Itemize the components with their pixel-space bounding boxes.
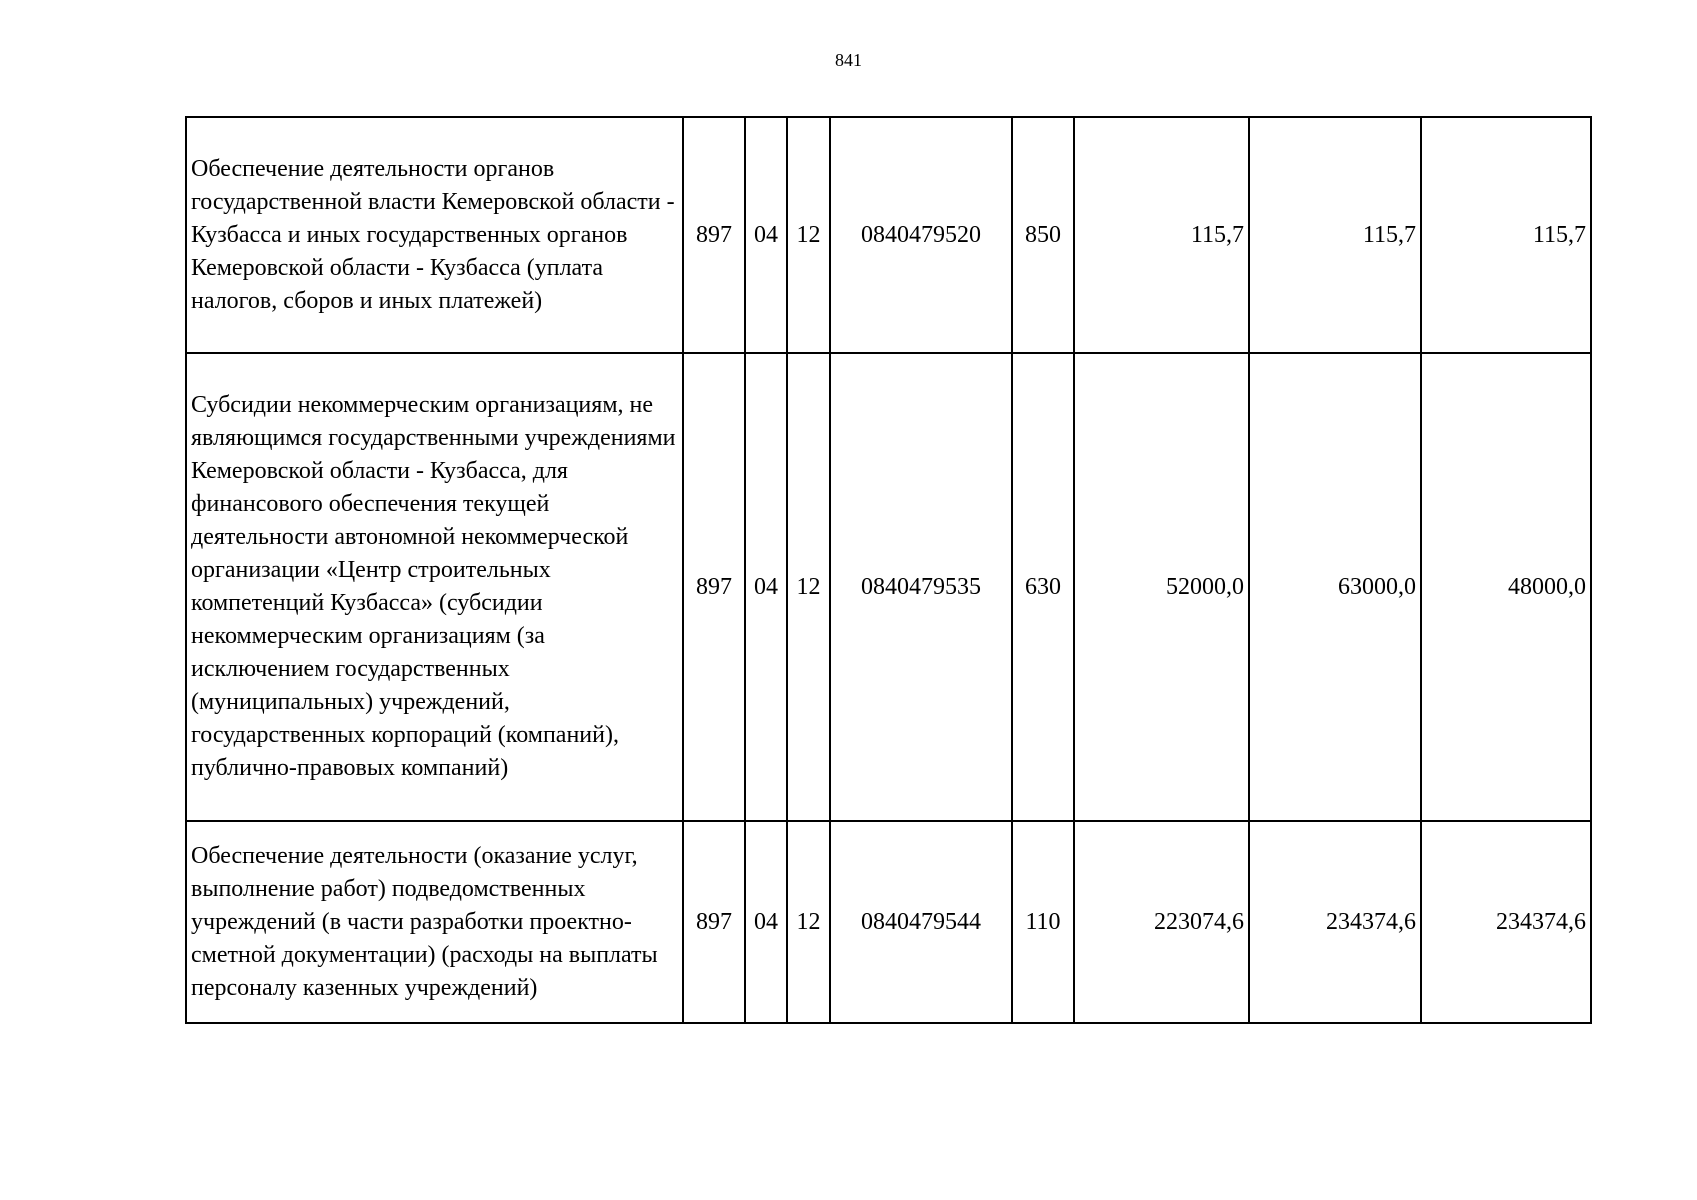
- row-expense-type: 630: [1012, 353, 1074, 821]
- row-subsection-code: 12: [787, 821, 830, 1023]
- row-ministry-code: 897: [683, 117, 745, 353]
- table-row: [186, 821, 1591, 1023]
- row-amount-2: 115,7: [1249, 117, 1421, 353]
- row-amount-1: 115,7: [1074, 117, 1249, 353]
- row-target-article: 0840479520: [830, 117, 1012, 353]
- row-subsection-code: 12: [787, 353, 830, 821]
- row-description: Обеспечение деятельности (оказание услуг, выполнение работ) подведомственных учреждений (в части разработки проектно-сметной документации) (расходы на выплаты персоналу казенных учреждений): [186, 821, 683, 1023]
- table-row: [186, 117, 1591, 353]
- row-amount-3: 48000,0: [1421, 353, 1591, 821]
- row-ministry-code: 897: [683, 353, 745, 821]
- budget-table: [185, 116, 1592, 1024]
- row-expense-type: 110: [1012, 821, 1074, 1023]
- row-ministry-code: 897: [683, 821, 745, 1023]
- row-target-article: 0840479535: [830, 353, 1012, 821]
- row-amount-3: 234374,6: [1421, 821, 1591, 1023]
- row-amount-3: 115,7: [1421, 117, 1591, 353]
- row-amount-2: 63000,0: [1249, 353, 1421, 821]
- row-amount-1: 52000,0: [1074, 353, 1249, 821]
- table-row: [186, 353, 1591, 821]
- row-expense-type: 850: [1012, 117, 1074, 353]
- row-subsection-code: 12: [787, 117, 830, 353]
- row-amount-2: 234374,6: [1249, 821, 1421, 1023]
- row-description: Обеспечение деятельности органов государственной власти Кемеровской области - Кузбасса и иных государственных органов Кемеровской области - Кузбасса (уплата налогов, сборов и иных платежей): [186, 117, 683, 353]
- row-target-article: 0840479544: [830, 821, 1012, 1023]
- row-amount-1: 223074,6: [1074, 821, 1249, 1023]
- row-description: Субсидии некоммерческим организациям, не являющимся государственными учреждениями Кемеровской области - Кузбасса, для финансового обеспечения текущей деятельности автономной некоммерческой организации «Центр строительных компетенций Кузбасса» (субсидии некоммерческим организациям (за исключением государственных (муниципальных) учреждений, государственных корпораций (компаний), публично-правовых компаний): [186, 353, 683, 821]
- page-number: 841: [835, 50, 862, 70]
- row-section-code: 04: [745, 821, 787, 1023]
- row-section-code: 04: [745, 353, 787, 821]
- row-section-code: 04: [745, 117, 787, 353]
